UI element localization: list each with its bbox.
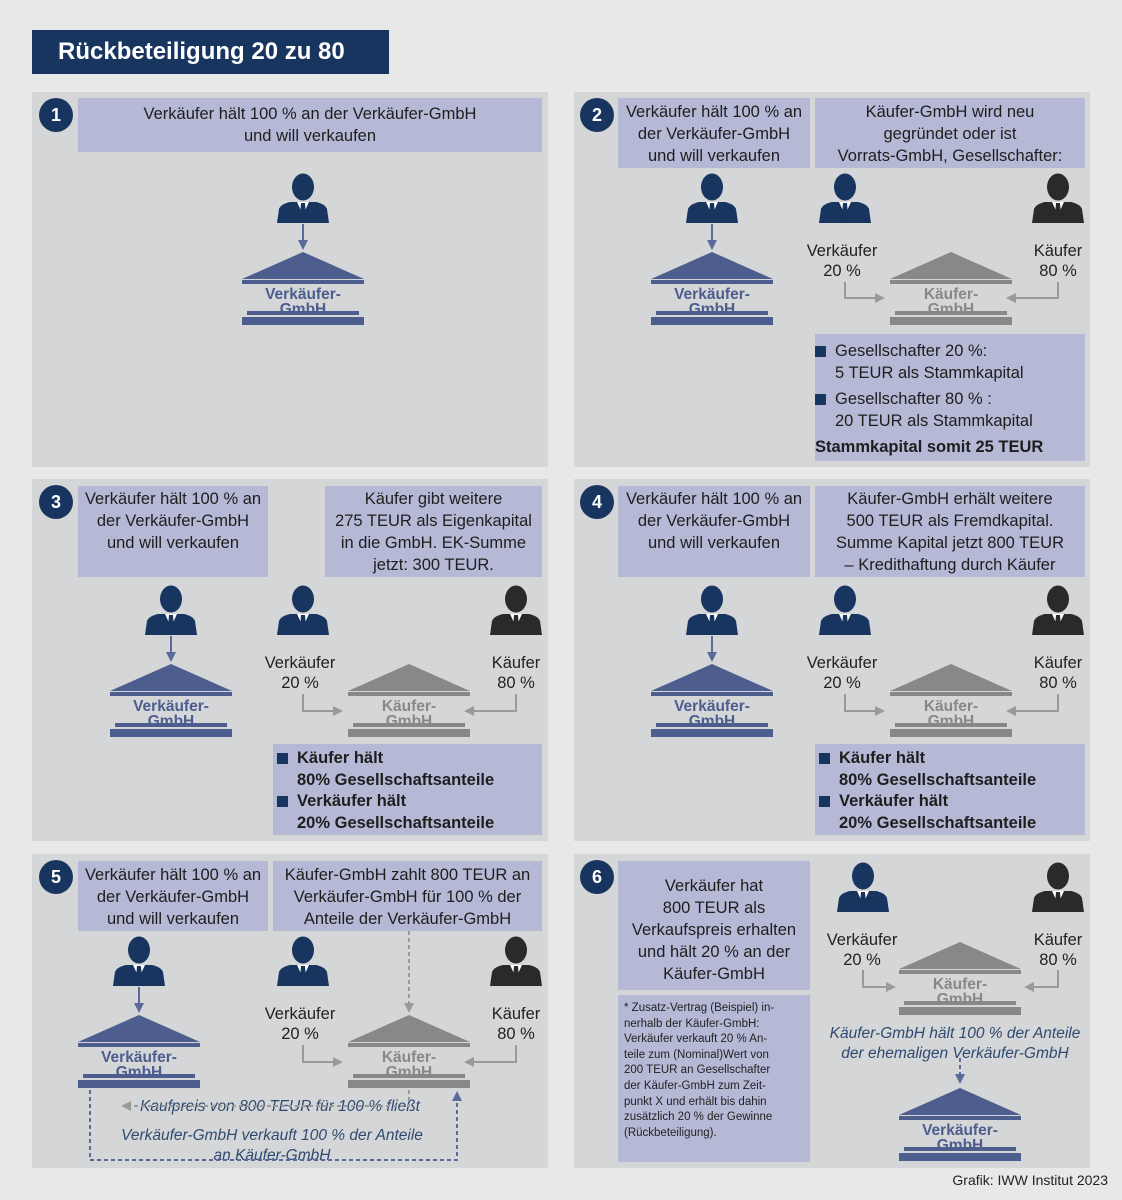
buyer-label: Käufer 80 % — [491, 1005, 541, 1043]
person-icon — [490, 937, 542, 987]
seller-gmbh-building — [78, 1015, 200, 1088]
panel-4-left-description: Verkäufer hält 100 % an der Verkäufer-GmbH und will verkaufen — [618, 486, 810, 577]
flow-arrow — [1008, 282, 1058, 298]
step-number-5: 5 — [39, 860, 73, 894]
svg-text:Verkäufer-: Verkäufer- — [265, 286, 341, 303]
person-icon — [819, 586, 871, 636]
ownership-italic-label: Käufer-GmbH hält 100 % der Anteile der ehemaligen Verkäufer-GmbH — [829, 1025, 1081, 1062]
buyer-label: Käufer 80 % — [491, 654, 541, 692]
flow-arrow — [303, 694, 341, 711]
svg-text:Verkäufer-: Verkäufer- — [922, 1122, 998, 1139]
step-number-6: 6 — [580, 860, 614, 894]
svg-text:Käufer-: Käufer- — [923, 698, 979, 715]
buyer-gmbh-building — [348, 1015, 470, 1088]
svg-text:GmbH: GmbH — [385, 713, 433, 730]
flow-arrow — [1008, 694, 1058, 711]
step-number-1: 1 — [39, 98, 73, 132]
flow-arrow — [845, 694, 883, 711]
list-item: Käufer hält 80% Gesellschaftsanteile — [297, 747, 494, 791]
svg-text:GmbH: GmbH — [385, 1064, 433, 1081]
page-title: Rückbeteiligung 20 zu 80 — [32, 30, 389, 74]
contract-note-text: * Zusatz-Vertrag (Beispiel) in- nerhalb der Käufer-GmbH: Verkäufer verkauft 20 % An- teile zum (Nominal)Wert von 200 TEUR an Gesellschafter der Käufer-GmbH zum Zeit- punkt X und erhält bis dahin zusätzlich 20 % der Gewinne (Rückbeteiligung). — [624, 1002, 775, 1139]
person-icon — [819, 174, 871, 224]
svg-text:Käufer-: Käufer- — [381, 1049, 437, 1066]
panel-5-right-description: Käufer-GmbH zahlt 800 TEUR an Verkäufer-GmbH für 100 % der Anteile der Verkäufer-GmbH — [273, 861, 542, 931]
buyer-label: Käufer 80 % — [1033, 931, 1083, 969]
person-icon — [277, 586, 329, 636]
person-icon — [277, 174, 329, 224]
svg-text:GmbH: GmbH — [936, 1137, 984, 1154]
panel-5-left-description: Verkäufer hält 100 % an der Verkäufer-GmbH und will verkaufen — [78, 861, 268, 931]
capital-summary: Stammkapital somit 25 TEUR — [815, 438, 1044, 456]
svg-text:GmbH: GmbH — [688, 301, 736, 318]
flow-arrow — [303, 1045, 341, 1062]
person-icon — [686, 174, 738, 224]
list-item: Verkäufer hält 20% Gesellschaftsanteile — [297, 790, 494, 834]
svg-text:Verkäufer-: Verkäufer- — [674, 286, 750, 303]
svg-text:GmbH: GmbH — [927, 713, 975, 730]
list-item: Verkäufer hält 20% Gesellschaftsanteile — [839, 790, 1036, 834]
panel-3-left-description: Verkäufer hält 100 % an der Verkäufer-GmbH und will verkaufen — [78, 486, 268, 577]
panel-2-left-description: Verkäufer hält 100 % an der Verkäufer-GmbH und will verkaufen — [618, 98, 810, 168]
buyer-gmbh-building — [890, 252, 1012, 325]
person-icon — [837, 863, 889, 913]
svg-text:Verkäufer-: Verkäufer- — [674, 698, 750, 715]
list-item: Käufer hält 80% Gesellschaftsanteile — [839, 747, 1036, 791]
flow-arrow — [466, 1045, 516, 1062]
panel-6-description: Verkäufer hat 800 TEUR als Verkaufspreis erhalten und hält 20 % an der Käufer-GmbH — [618, 861, 810, 990]
flow-arrow — [123, 1090, 409, 1106]
svg-text:Käufer-: Käufer- — [923, 286, 979, 303]
flow-arrow — [863, 970, 894, 987]
seller-gmbh-building — [242, 252, 364, 325]
seller-label: Verkäufer 20 % — [826, 931, 898, 969]
panel-4-right-description: Käufer-GmbH erhält weitere 500 TEUR als Fremdkapital. Summe Kapital jetzt 800 TEUR – Kredithaftung durch Käufer — [815, 486, 1085, 577]
panel-2-right-description: Käufer-GmbH wird neu gegründet oder ist Vorrats-GmbH, Gesellschafter: — [815, 98, 1085, 168]
buyer-label: Käufer 80 % — [1033, 242, 1083, 280]
seller-label: Verkäufer 20 % — [806, 242, 878, 280]
flow-arrow — [1026, 970, 1058, 987]
svg-text:GmbH: GmbH — [936, 991, 984, 1008]
seller-gmbh-building — [110, 664, 232, 737]
person-icon — [686, 586, 738, 636]
payment-flow-label: Kaufpreis von 800 TEUR für 100 % fließt — [140, 1098, 420, 1115]
list-item: Gesellschafter 80 % : 20 TEUR als Stammkapital — [835, 388, 1033, 432]
buyer-label: Käufer 80 % — [1033, 654, 1083, 692]
person-icon — [1032, 863, 1084, 913]
flow-arrow — [90, 1090, 457, 1160]
svg-text:GmbH: GmbH — [115, 1064, 163, 1081]
person-icon — [490, 586, 542, 636]
person-icon — [145, 586, 197, 636]
seller-label: Verkäufer 20 % — [264, 1005, 336, 1043]
step-number-4: 4 — [580, 485, 614, 519]
person-icon — [1032, 586, 1084, 636]
person-icon — [113, 937, 165, 987]
image-credit: Grafik: IWW Institut 2023 — [952, 1172, 1108, 1188]
svg-text:GmbH: GmbH — [927, 301, 975, 318]
panel-3-right-description: Käufer gibt weitere 275 TEUR als Eigenkapital in die GmbH. EK-Summe jetzt: 300 TEUR. — [325, 486, 542, 577]
buyer-gmbh-building — [348, 664, 470, 737]
person-icon — [277, 937, 329, 987]
flow-arrow — [466, 694, 516, 711]
buyer-gmbh-building — [890, 664, 1012, 737]
svg-text:GmbH: GmbH — [688, 713, 736, 730]
svg-text:Käufer-: Käufer- — [932, 976, 988, 993]
svg-text:Verkäufer-: Verkäufer- — [101, 1049, 177, 1066]
svg-text:Verkäufer-: Verkäufer- — [133, 698, 209, 715]
seller-gmbh-building — [899, 1088, 1021, 1161]
panel-1-description: Verkäufer hält 100 % an der Verkäufer-GmbH und will verkaufen — [78, 98, 542, 152]
svg-text:GmbH: GmbH — [279, 301, 327, 318]
share-transfer-label: Verkäufer-GmbH verkauft 100 % der Anteile an Käufer-GmbH — [121, 1127, 423, 1164]
flow-arrow — [845, 282, 883, 298]
seller-label: Verkäufer 20 % — [264, 654, 336, 692]
buyer-gmbh-building — [899, 942, 1021, 1015]
seller-gmbh-building — [651, 252, 773, 325]
seller-gmbh-building — [651, 664, 773, 737]
list-item: Gesellschafter 20 %: 5 TEUR als Stammkapital — [835, 340, 1024, 384]
person-icon — [1032, 174, 1084, 224]
svg-text:GmbH: GmbH — [147, 713, 195, 730]
seller-label: Verkäufer 20 % — [806, 654, 878, 692]
step-number-3: 3 — [39, 485, 73, 519]
step-number-2: 2 — [580, 98, 614, 132]
svg-text:Käufer-: Käufer- — [381, 698, 437, 715]
